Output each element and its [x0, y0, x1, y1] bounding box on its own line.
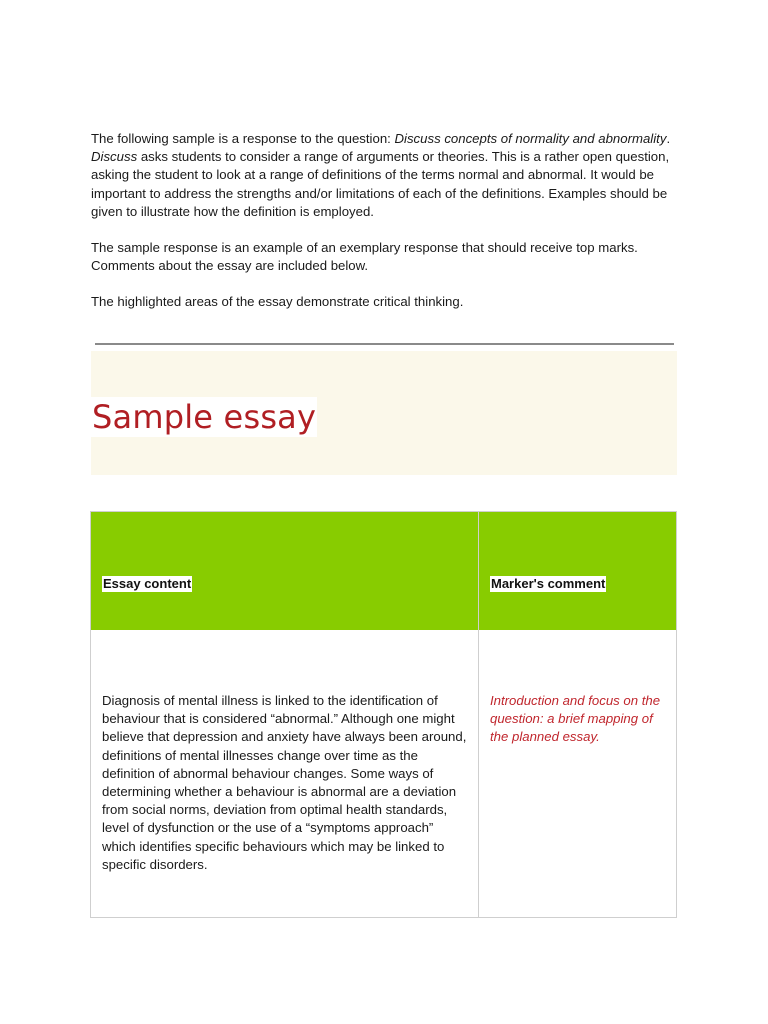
- discuss-keyword: Discuss: [91, 149, 138, 165]
- intro-paragraph-question: [91, 130, 681, 221]
- header-essay-content: Essay content: [103, 576, 192, 591]
- intro-text-segment: .: [666, 131, 671, 146]
- page-title: Sample essay: [92, 398, 317, 436]
- essay-content-cell: Diagnosis of mental illness is linked to the identification of behaviour that is considered “abnormal.” Although one might believe that depression and anxiety have always been around, definitions of mental illnesses change over time as the definition of abnormal behaviour changes. Some ways of determining whether a behaviour is abnormal are a deviation from social norms, deviation from optimal health standards, level of dysfunction or the use of a “symptoms approach” which identifies specific behaviours which may be linked to specific disorders.: [102, 693, 467, 872]
- intro-text-segment: The following sample is a response to the question:: [91, 131, 395, 146]
- sample-essay-banner: [91, 351, 677, 475]
- intro-text-segment: asks students to consider a range of arguments or theories. This is a rather open question, asking the student to look at a range of definitions of the terms normal and abnormal. It would be important to address the strengths and/or limitations of each of the definitions. Examples should be given to illustrate how the definition is employed.: [91, 149, 670, 219]
- essay-question: Discuss concepts of normality and abnormality: [394, 131, 667, 146]
- intro-text: [91, 130, 681, 330]
- header-marker-comment: Marker's comment: [491, 576, 606, 591]
- horizontal-divider: [95, 343, 674, 345]
- column-divider: [478, 512, 479, 917]
- table-header-row: [91, 512, 676, 630]
- essay-table: [90, 511, 677, 918]
- intro-paragraph-exemplary: The sample response is an example of an exemplary response that should receive top marks. Comments about the essay are included below.: [91, 240, 638, 274]
- marker-comment-cell: Introduction and focus on the question: a brief mapping of the planned essay.: [490, 693, 661, 745]
- intro-paragraph-highlight: The highlighted areas of the essay demonstrate critical thinking.: [91, 294, 464, 310]
